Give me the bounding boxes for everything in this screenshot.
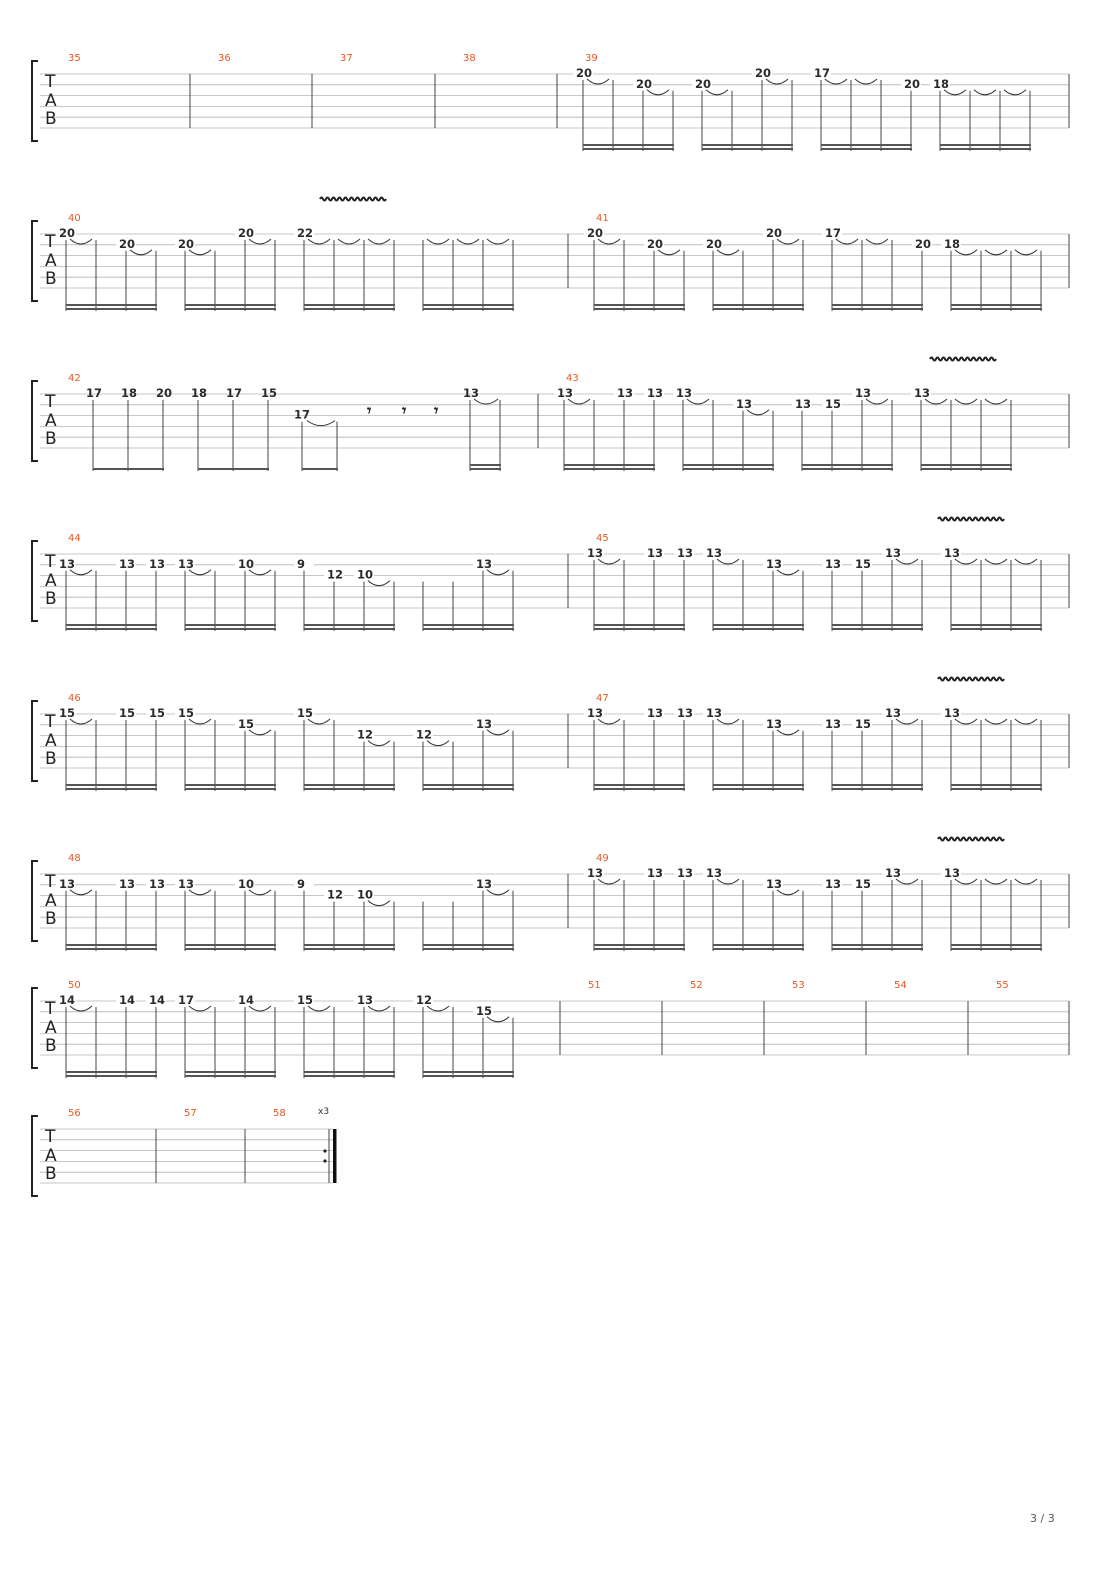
- beam-line: [185, 1071, 276, 1073]
- beam-line: [921, 464, 1012, 466]
- beam-line: [185, 624, 276, 626]
- beam-line: [583, 148, 674, 150]
- fret-number: 13: [463, 386, 480, 400]
- fret-number: 9: [297, 876, 306, 891]
- fret-number: 13: [944, 866, 961, 880]
- beam-line: [832, 308, 923, 310]
- beam-line: [423, 944, 514, 946]
- tie-mark: [985, 250, 1007, 255]
- fret-number: 20: [178, 236, 195, 251]
- beam-line: [423, 948, 514, 950]
- fret-number: 13: [706, 866, 723, 880]
- fret-number: 13: [855, 386, 872, 400]
- fret-number: 13: [914, 386, 931, 400]
- beam-line: [832, 304, 923, 306]
- beam-line: [304, 628, 395, 630]
- fret-number: 13: [944, 546, 961, 560]
- tab-label-t: T: [45, 232, 56, 252]
- fret-number: 9: [297, 556, 306, 571]
- beam-line: [713, 628, 804, 630]
- fret-number: 14: [59, 993, 76, 1007]
- tie-mark: [1015, 250, 1037, 255]
- tab-label-a: A: [45, 251, 57, 271]
- fret-number: 14: [238, 993, 255, 1007]
- beam-line: [683, 468, 774, 470]
- tab-label-b: B: [45, 429, 57, 449]
- measure-number: 44: [68, 533, 81, 544]
- beam-line: [304, 944, 395, 946]
- page-number: 3 / 3: [1030, 1512, 1055, 1525]
- tab-label-a: A: [45, 411, 57, 431]
- fret-number: 12: [327, 887, 344, 902]
- fret-number: 18: [121, 386, 138, 400]
- beam-line: [832, 944, 923, 946]
- fret-number: 15: [855, 556, 872, 571]
- beam-line: [594, 308, 685, 310]
- measure-number: 47: [596, 693, 609, 704]
- fret-number: 12: [416, 727, 433, 742]
- beam-line: [713, 948, 804, 950]
- beam-line: [304, 784, 395, 786]
- tie-mark: [338, 239, 360, 244]
- fret-number: 10: [238, 876, 255, 891]
- fret-number: 13: [617, 386, 634, 400]
- beam-line: [951, 628, 1042, 630]
- beam-line: [594, 304, 685, 306]
- fret-number: 13: [59, 556, 76, 571]
- fret-number: 13: [677, 546, 694, 560]
- beam-line: [713, 788, 804, 790]
- beam-line: [66, 304, 157, 306]
- beam-line: [821, 144, 912, 146]
- fret-number: 12: [416, 993, 433, 1007]
- fret-number: 13: [587, 546, 604, 560]
- fret-number: 17: [825, 226, 842, 240]
- tab-label-b: B: [45, 1164, 57, 1184]
- beam-line: [832, 624, 923, 626]
- fret-number: 13: [885, 706, 902, 720]
- fret-number: 14: [149, 993, 166, 1007]
- system-bracket: [32, 61, 38, 141]
- beam-line: [713, 944, 804, 946]
- beam-line: [304, 1071, 395, 1073]
- fret-number: 22: [297, 226, 314, 240]
- tie-mark: [985, 719, 1007, 724]
- fret-number: 18: [944, 236, 961, 251]
- tab-label-b: B: [45, 589, 57, 609]
- measure-number: 51: [588, 980, 601, 991]
- system-bracket: [32, 541, 38, 621]
- beam-line: [951, 948, 1042, 950]
- fret-number: 20: [636, 76, 653, 91]
- fret-number: 15: [297, 993, 314, 1007]
- vibrato-mark: [930, 358, 996, 361]
- tie-mark: [985, 879, 1007, 884]
- fret-number: 20: [119, 236, 136, 251]
- beam-line: [185, 784, 276, 786]
- beam-line: [304, 624, 395, 626]
- measure-number: 57: [184, 1108, 197, 1119]
- beam-line: [832, 948, 923, 950]
- rest-symbol: 𝄾: [402, 401, 407, 420]
- beam-line: [951, 944, 1042, 946]
- fret-number: 20: [59, 226, 76, 240]
- fret-number: 13: [647, 866, 664, 880]
- fret-number: 13: [557, 386, 574, 400]
- fret-number: 13: [587, 706, 604, 720]
- measure-number: 38: [463, 53, 476, 64]
- beam-line: [802, 464, 893, 466]
- fret-number: 17: [814, 66, 831, 80]
- beam-line: [951, 784, 1042, 786]
- beam-line: [198, 468, 269, 470]
- beam-line: [940, 144, 1031, 146]
- beam-line: [921, 468, 1012, 470]
- fret-number: 20: [647, 236, 664, 251]
- beam-line: [185, 948, 276, 950]
- tie-mark: [457, 239, 479, 244]
- beam-line: [66, 784, 157, 786]
- beam-line: [594, 784, 685, 786]
- fret-number: 15: [476, 1003, 493, 1018]
- fret-number: 18: [933, 76, 950, 91]
- beam-line: [832, 628, 923, 630]
- beam-line: [423, 788, 514, 790]
- beam-line: [423, 308, 514, 310]
- beam-line: [951, 308, 1042, 310]
- measure-number: 58: [273, 1108, 286, 1119]
- fret-number: 13: [647, 386, 664, 400]
- fret-number: 20: [766, 226, 783, 240]
- measure-number: 41: [596, 213, 609, 224]
- measure-number: 52: [690, 980, 703, 991]
- repeat-dot: [323, 1149, 326, 1152]
- fret-number: 13: [476, 716, 493, 731]
- beam-line: [423, 784, 514, 786]
- beam-line: [304, 788, 395, 790]
- fret-number: 13: [647, 706, 664, 720]
- beam-line: [66, 788, 157, 790]
- tie-mark: [1015, 559, 1037, 564]
- fret-number: 15: [119, 706, 136, 720]
- beam-line: [594, 624, 685, 626]
- fret-number: 14: [119, 993, 136, 1007]
- beam-line: [304, 1075, 395, 1077]
- beam-line: [594, 948, 685, 950]
- fret-number: 17: [294, 407, 311, 422]
- final-barline: [333, 1129, 337, 1183]
- beam-line: [594, 944, 685, 946]
- beam-line: [66, 1071, 157, 1073]
- beam-line: [702, 148, 793, 150]
- fret-number: 10: [357, 887, 374, 902]
- tab-label-t: T: [45, 392, 56, 412]
- tab-label-t: T: [45, 712, 56, 732]
- measure-number: 36: [218, 53, 231, 64]
- measure-number: 45: [596, 533, 609, 544]
- vibrato-mark: [938, 838, 1004, 841]
- fret-number: 13: [677, 706, 694, 720]
- measure-number: 40: [68, 213, 81, 224]
- tie-mark: [866, 239, 888, 244]
- beam-line: [185, 788, 276, 790]
- fret-number: 13: [677, 866, 694, 880]
- fret-number: 20: [755, 66, 772, 80]
- beam-line: [702, 144, 793, 146]
- beam-line: [185, 628, 276, 630]
- fret-number: 13: [766, 556, 783, 571]
- fret-number: 13: [944, 706, 961, 720]
- beam-line: [66, 948, 157, 950]
- tie-mark: [974, 90, 996, 95]
- fret-number: 13: [476, 876, 493, 891]
- fret-number: 15: [297, 706, 314, 720]
- beam-line: [302, 468, 338, 470]
- tie-mark: [368, 239, 390, 244]
- beam-line: [713, 304, 804, 306]
- measure-number: 54: [894, 980, 907, 991]
- beam-line: [713, 624, 804, 626]
- tie-mark: [1004, 90, 1026, 95]
- measure-number: 35: [68, 53, 81, 64]
- fret-number: 13: [178, 556, 195, 571]
- beam-line: [470, 468, 501, 470]
- fret-number: 13: [825, 556, 842, 571]
- beam-line: [423, 628, 514, 630]
- tab-label-a: A: [45, 731, 57, 751]
- beam-line: [423, 1075, 514, 1077]
- fret-number: 13: [766, 876, 783, 891]
- beam-line: [185, 304, 276, 306]
- beam-line: [594, 628, 685, 630]
- beam-line: [470, 464, 501, 466]
- fret-number: 17: [226, 386, 243, 400]
- tie-mark: [1015, 719, 1037, 724]
- repeat-dot: [323, 1159, 326, 1162]
- tie-mark: [307, 421, 335, 426]
- tab-label-a: A: [45, 1018, 57, 1038]
- measure-number: 39: [585, 53, 598, 64]
- fret-number: 12: [327, 567, 344, 582]
- tie-mark: [487, 239, 509, 244]
- tab-label-b: B: [45, 749, 57, 769]
- fret-number: 15: [59, 706, 76, 720]
- vibrato-mark: [320, 198, 386, 201]
- tab-label-t: T: [45, 999, 56, 1019]
- fret-number: 18: [191, 386, 208, 400]
- tie-mark: [427, 239, 449, 244]
- fret-number: 13: [736, 396, 753, 411]
- beam-line: [583, 144, 674, 146]
- beam-line: [304, 304, 395, 306]
- fret-number: 13: [825, 876, 842, 891]
- rest-symbol: 𝄾: [367, 401, 372, 420]
- fret-number: 20: [576, 66, 593, 80]
- fret-number: 15: [855, 716, 872, 731]
- beam-line: [423, 624, 514, 626]
- fret-number: 13: [149, 876, 166, 891]
- fret-number: 15: [855, 876, 872, 891]
- beam-line: [66, 624, 157, 626]
- beam-line: [940, 148, 1031, 150]
- tie-mark: [985, 559, 1007, 564]
- beam-line: [832, 788, 923, 790]
- measure-number: 43: [566, 373, 579, 384]
- fret-number: 15: [261, 386, 278, 400]
- fret-number: 13: [706, 706, 723, 720]
- tab-label-a: A: [45, 1146, 57, 1166]
- beam-line: [66, 628, 157, 630]
- tie-mark: [985, 399, 1007, 404]
- beam-line: [423, 304, 514, 306]
- measure-number: 53: [792, 980, 805, 991]
- fret-number: 10: [357, 567, 374, 582]
- fret-number: 20: [904, 76, 921, 91]
- fret-number: 13: [119, 556, 136, 571]
- fret-number: 20: [238, 226, 255, 240]
- fret-number: 20: [587, 226, 604, 240]
- beam-line: [821, 148, 912, 150]
- beam-line: [185, 308, 276, 310]
- beam-line: [185, 1075, 276, 1077]
- tab-label-b: B: [45, 109, 57, 129]
- tab-label-b: B: [45, 1036, 57, 1056]
- beam-line: [564, 468, 655, 470]
- tab-label-t: T: [45, 552, 56, 572]
- beam-line: [832, 784, 923, 786]
- fret-number: 13: [357, 993, 374, 1007]
- fret-number: 20: [695, 76, 712, 91]
- beam-line: [423, 1071, 514, 1073]
- tab-label-a: A: [45, 891, 57, 911]
- fret-number: 10: [238, 556, 255, 571]
- system-bracket: [32, 221, 38, 301]
- fret-number: 13: [178, 876, 195, 891]
- fret-number: 13: [885, 866, 902, 880]
- beam-line: [713, 308, 804, 310]
- tie-mark: [855, 79, 877, 84]
- measure-number: 49: [596, 853, 609, 864]
- tab-label-t: T: [45, 1127, 56, 1147]
- measure-number: 50: [68, 980, 81, 991]
- fret-number: 13: [119, 876, 136, 891]
- fret-number: 13: [676, 386, 693, 400]
- tab-label-t: T: [45, 72, 56, 92]
- fret-number: 13: [149, 556, 166, 571]
- fret-number: 15: [238, 716, 255, 731]
- measure-number: 37: [340, 53, 353, 64]
- fret-number: 13: [647, 546, 664, 560]
- beam-line: [951, 788, 1042, 790]
- tab-label-t: T: [45, 872, 56, 892]
- beam-line: [564, 464, 655, 466]
- fret-number: 20: [706, 236, 723, 251]
- beam-line: [951, 304, 1042, 306]
- repeat-count: x3: [318, 1107, 330, 1117]
- fret-number: 13: [706, 546, 723, 560]
- measure-number: 55: [996, 980, 1009, 991]
- tie-mark: [955, 399, 977, 404]
- fret-number: 17: [86, 386, 103, 400]
- rest-symbol: 𝄾: [434, 401, 439, 420]
- fret-number: 15: [149, 706, 166, 720]
- tab-label-b: B: [45, 269, 57, 289]
- tie-mark: [1015, 879, 1037, 884]
- fret-number: 12: [357, 727, 374, 742]
- measure-number: 46: [68, 693, 81, 704]
- beam-line: [951, 624, 1042, 626]
- fret-number: 13: [587, 866, 604, 880]
- measure-number: 42: [68, 373, 81, 384]
- tab-label-b: B: [45, 909, 57, 929]
- beam-line: [304, 948, 395, 950]
- beam-line: [594, 788, 685, 790]
- tab-label-a: A: [45, 571, 57, 591]
- system-bracket: [32, 861, 38, 941]
- fret-number: 13: [766, 716, 783, 731]
- beam-line: [93, 468, 164, 470]
- fret-number: 13: [885, 546, 902, 560]
- beam-line: [802, 468, 893, 470]
- beam-line: [713, 784, 804, 786]
- vibrato-mark: [938, 678, 1004, 681]
- system-bracket: [32, 701, 38, 781]
- fret-number: 15: [178, 706, 195, 720]
- beam-line: [66, 308, 157, 310]
- fret-number: 13: [825, 716, 842, 731]
- fret-number: 17: [178, 993, 195, 1007]
- fret-number: 13: [59, 876, 76, 891]
- fret-number: 15: [825, 396, 842, 411]
- tab-label-a: A: [45, 91, 57, 111]
- fret-number: 13: [795, 396, 812, 411]
- fret-number: 20: [156, 386, 173, 400]
- beam-line: [66, 1075, 157, 1077]
- beam-line: [66, 944, 157, 946]
- vibrato-mark: [938, 518, 1004, 521]
- beam-line: [683, 464, 774, 466]
- fret-number: 20: [915, 236, 932, 251]
- beam-line: [304, 308, 395, 310]
- measure-number: 48: [68, 853, 81, 864]
- system-bracket: [32, 1116, 38, 1196]
- beam-line: [185, 944, 276, 946]
- fret-number: 13: [476, 556, 493, 571]
- system-bracket: [32, 988, 38, 1068]
- system-bracket: [32, 381, 38, 461]
- measure-number: 56: [68, 1108, 81, 1119]
